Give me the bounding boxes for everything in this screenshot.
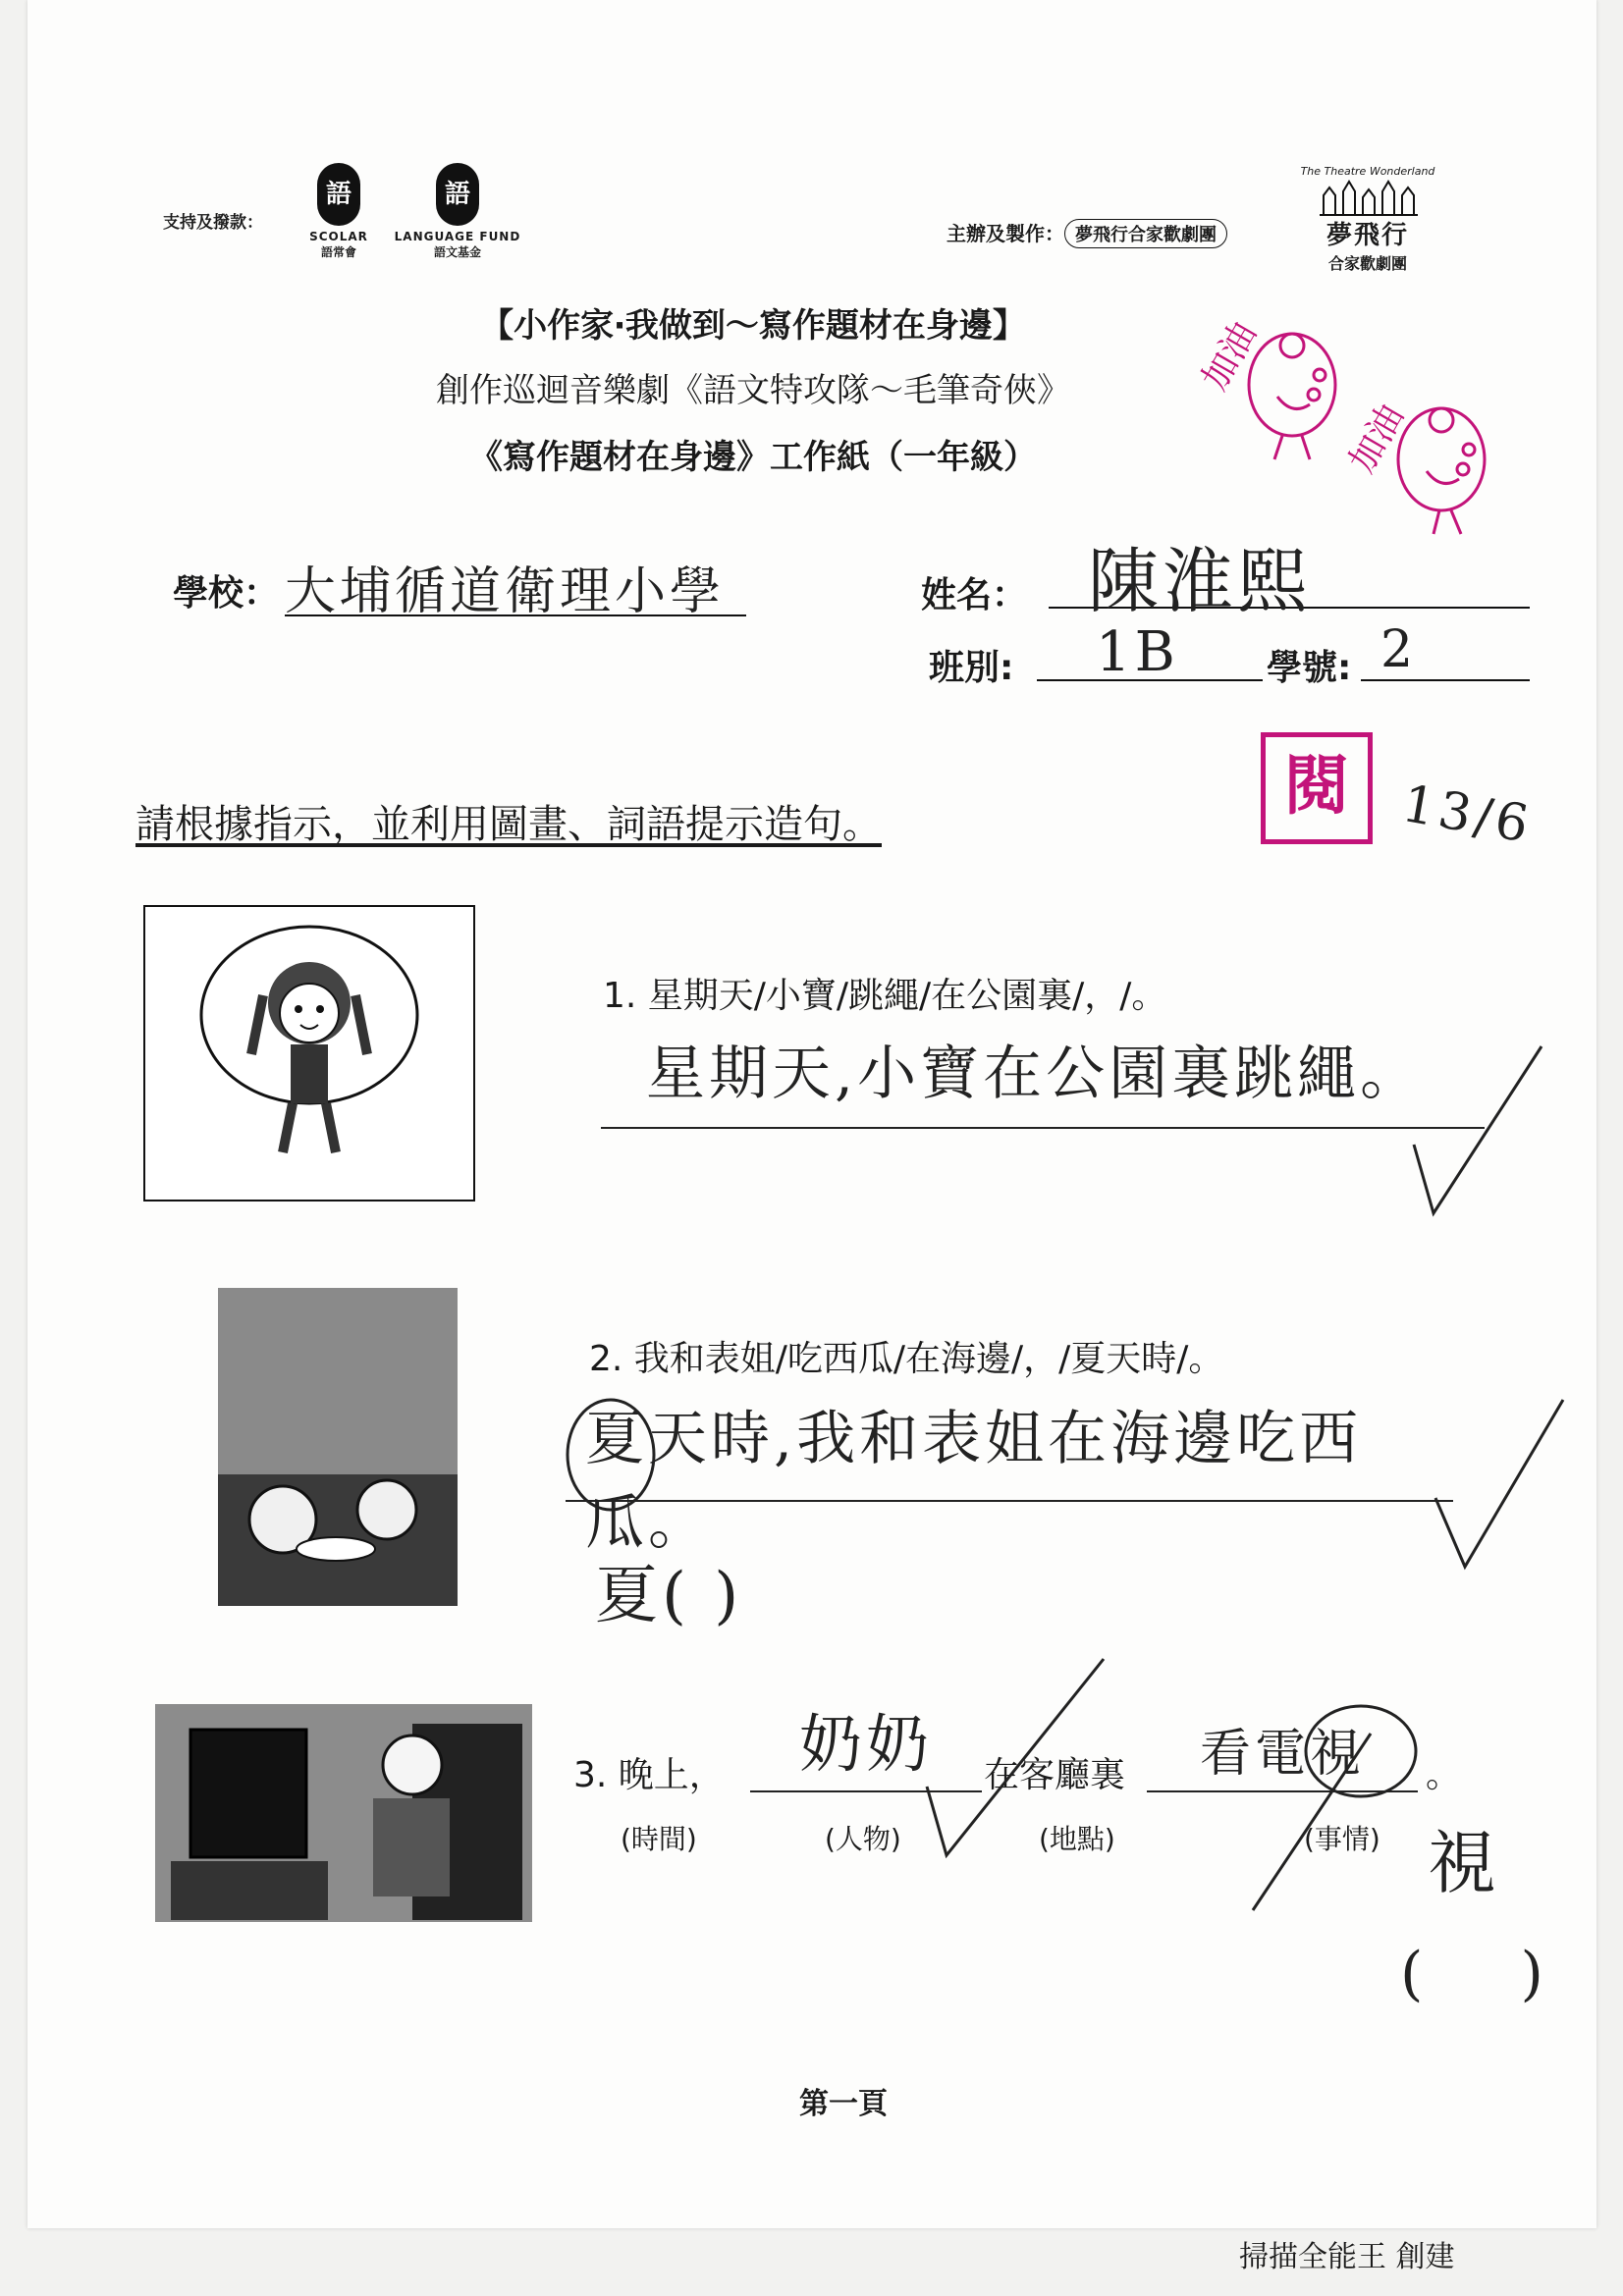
theatre-logo-en: The Theatre Wonderland — [1300, 165, 1435, 178]
children-eating-watermelon-image — [218, 1288, 458, 1606]
school-field: 大埔循道衛理小學 — [285, 550, 746, 616]
theatre-wonderland-logo — [1294, 165, 1441, 274]
question-2-prompt: 2. 我和表姐/吃西瓜/在海邊/，/夏天時/。 — [589, 1339, 1224, 1379]
scolar-logo-en: SCOLAR — [309, 230, 368, 243]
name-field: 陳淮熙 — [1049, 524, 1530, 609]
label-event: (事情) — [1304, 1823, 1380, 1855]
name-label: 姓名： — [921, 575, 1028, 615]
scolar-logo-zh: 語常會 — [320, 245, 356, 259]
class-label: 班別: — [929, 648, 1014, 688]
label-person: (人物) — [825, 1823, 901, 1855]
question-3-event-blank: 看電視 — [1147, 1712, 1418, 1792]
question-2-picture — [218, 1288, 458, 1606]
question-1-tick-icon — [1404, 1027, 1561, 1223]
question-1-prompt: 1. 星期天/小寶/跳繩/在公園裏/，/。 — [603, 976, 1167, 1016]
label-time: (時間) — [621, 1823, 697, 1855]
girl-skipping-rope-image — [145, 907, 473, 1200]
number-field: 2 — [1361, 620, 1530, 681]
organiser — [947, 218, 1227, 248]
question-3-tick-2-icon — [1243, 1724, 1380, 1920]
question-3-prompt-start: 3. 晚上， — [573, 1755, 725, 1795]
question-3-mid-text: 在客廳裏 — [984, 1755, 1126, 1795]
question-3-tick-1-icon — [917, 1649, 1113, 1865]
language-fund-logo-mark: 語 — [436, 163, 479, 226]
grandma-watching-tv-image — [155, 1704, 532, 1922]
organiser-label: 主辦及製作： — [947, 222, 1064, 245]
label-place: (地點) — [1039, 1823, 1115, 1855]
organiser-name: 夢飛行合家歡劇團 — [1064, 219, 1227, 248]
number-label: 學號: — [1267, 648, 1352, 688]
worksheet-page — [27, 0, 1596, 2228]
title-line-2: 創作巡迴音樂劇《語文特攻隊～毛筆奇俠》 — [436, 371, 1070, 410]
question-2-answer: 夏天時,我和表姐在海邊吃西瓜。 — [566, 1392, 1453, 1502]
class-field: 1B — [1037, 620, 1263, 681]
question-3-correction: 視 — [1428, 1823, 1500, 1903]
question-2-tick-icon — [1426, 1390, 1583, 1586]
language-fund-logo — [389, 163, 526, 260]
title-line-3: 《寫作題材在身邊》工作紙（一年級） — [469, 438, 1037, 477]
read-stamp: 閱 — [1261, 732, 1373, 844]
question-1-picture — [143, 905, 475, 1201]
theatre-logo-zh2: 合家歡劇團 — [1327, 254, 1407, 273]
scolar-logo-mark: 語 — [317, 163, 360, 226]
question-3-end: 。 — [1426, 1755, 1462, 1795]
language-fund-logo-en: LANGUAGE FUND — [394, 230, 521, 243]
instruction-text: 請根據指示，並利用圖畫、詞語提示造句。 — [135, 802, 882, 847]
question-1-answer: 星期天,小寶在公園裏跳繩。 — [601, 1027, 1485, 1129]
title-line-1: 【小作家‧我做到～寫作題材在身邊】 — [480, 306, 1026, 346]
scanner-watermark: 掃描全能王 創建 — [1239, 2240, 1455, 2274]
question-3-person-blank: 奶奶 — [750, 1694, 982, 1792]
question-3-correction-brackets: ( ) — [1400, 1940, 1583, 2008]
marked-date: 13/6 — [1397, 774, 1537, 856]
sponsor-label: 支持及撥款： — [163, 213, 263, 233]
scolar-logo — [285, 163, 393, 260]
page-number: 第一頁 — [799, 2087, 888, 2121]
question-2-circle-mark — [562, 1392, 670, 1520]
jiayou-text-2: 加油 — [1341, 398, 1413, 480]
jiayou-text-1: 加油 — [1194, 315, 1266, 398]
question-3-picture — [155, 1704, 532, 1922]
question-2-correction: 夏( ) — [595, 1560, 743, 1632]
school-label: 學校： — [173, 573, 280, 614]
theatre-logo-zh: 夢飛行 — [1325, 221, 1409, 250]
language-fund-logo-zh: 語文基金 — [433, 245, 481, 259]
castle-icon — [1314, 178, 1422, 217]
